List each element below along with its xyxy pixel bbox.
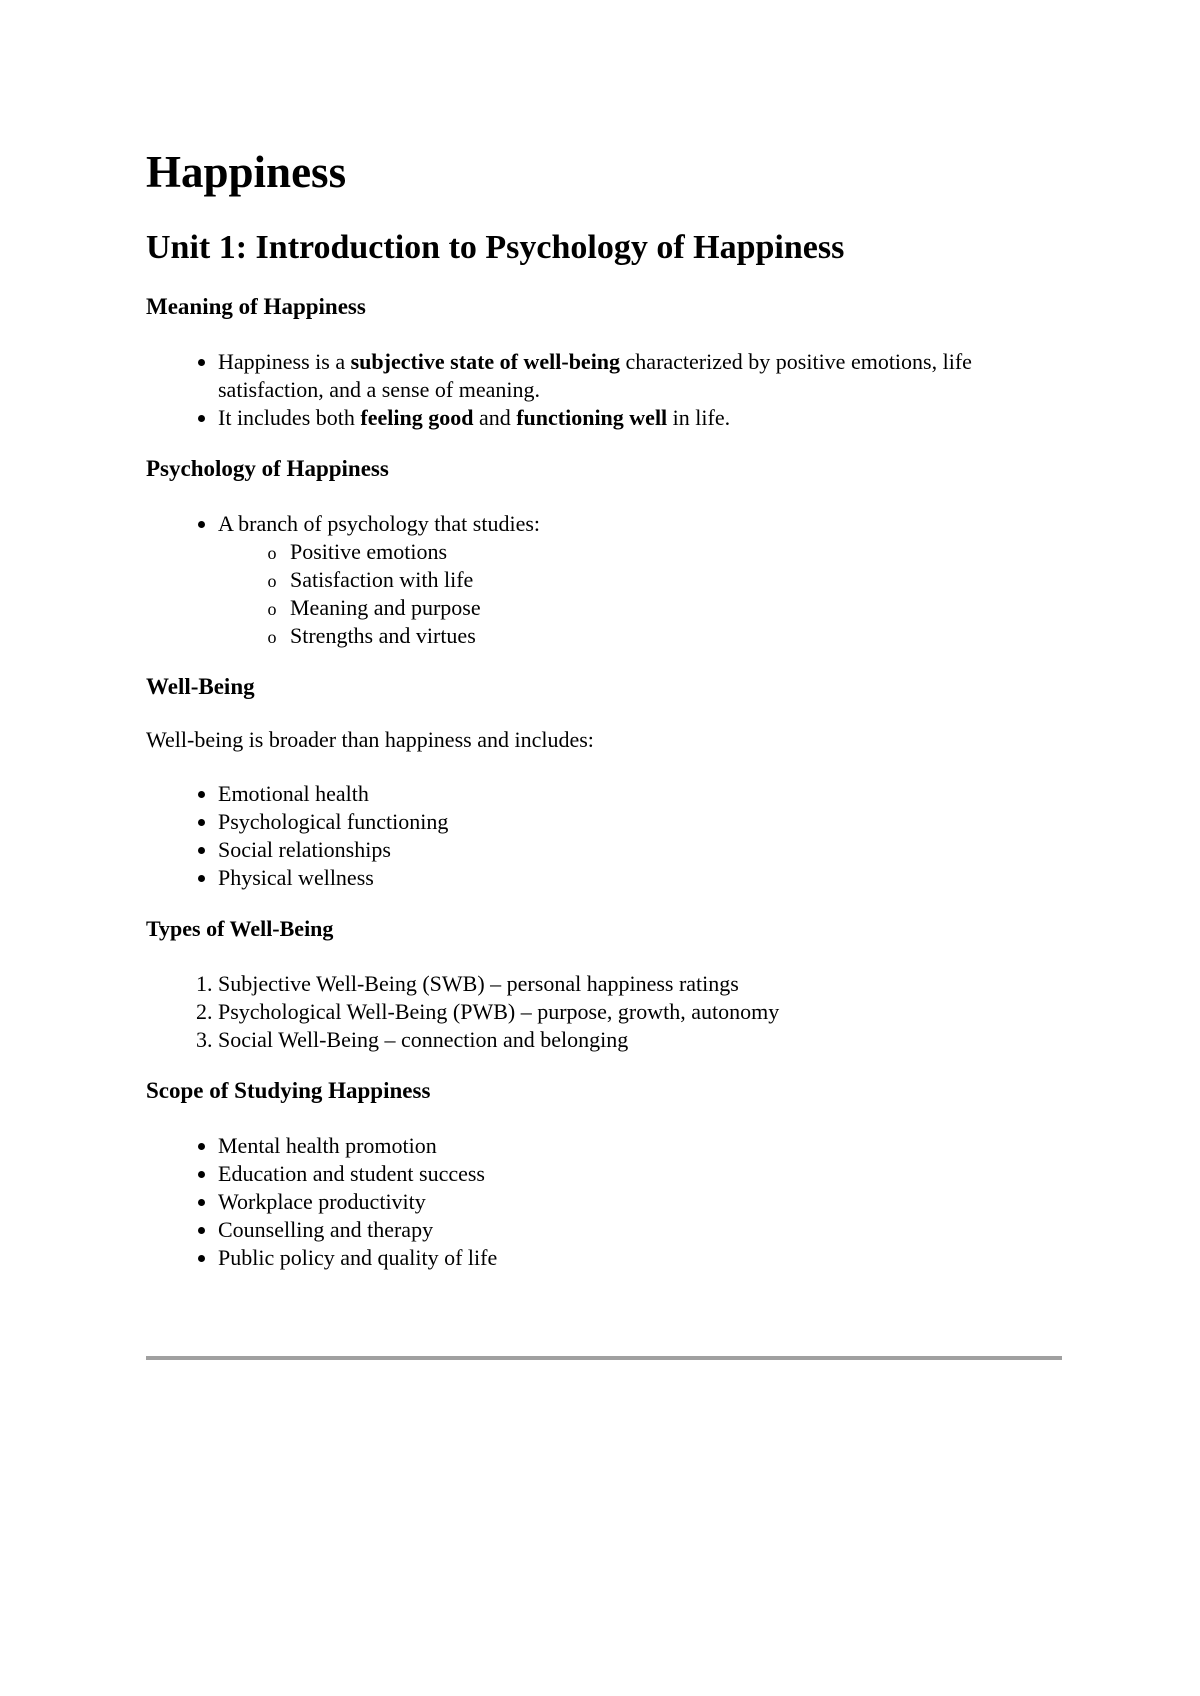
wellbeing-list: [146, 780, 1062, 892]
list-item: • Mental health promotion: [218, 1132, 1062, 1160]
section-heading-scope: Scope of Studying Happiness: [146, 1078, 431, 1103]
list-item: 3. Social Well-Being – connection and belonging: [218, 1026, 1062, 1054]
list-item: • Workplace productivity: [218, 1188, 1062, 1216]
sublist-item: o Meaning and purpose: [290, 594, 1062, 622]
sublist-item: o Strengths and virtues: [290, 622, 1062, 650]
list-item: • Happiness is a subjective state of well-being characterized by positive emotions, life satisfaction, and a sense of meaning.: [218, 348, 1062, 404]
scope-list: [146, 1132, 1062, 1272]
list-item: 2. Psychological Well-Being (PWB) – purpose, growth, autonomy: [218, 998, 1062, 1026]
list-item: • Emotional health: [218, 780, 1062, 808]
wellbeing-intro: Well-being is broader than happiness and includes:: [146, 727, 594, 752]
psychology-sublist: [218, 538, 1062, 650]
psychology-list: [146, 510, 1062, 650]
list-item: • Public policy and quality of life: [218, 1244, 1062, 1272]
emphasis: feeling good: [360, 405, 474, 430]
list-item: • It includes both feeling good and functioning well in life.: [218, 404, 1062, 432]
list-item: • Psychological functioning: [218, 808, 1062, 836]
section-heading-psychology: Psychology of Happiness: [146, 456, 389, 481]
list-item: • Physical wellness: [218, 864, 1062, 892]
sublist-item: o Positive emotions: [290, 538, 1062, 566]
list-item: • Social relationships: [218, 836, 1062, 864]
page-title: Happiness: [146, 147, 347, 197]
types-list: [146, 970, 1062, 1054]
section-heading-types: Types of Well-Being: [146, 916, 334, 941]
list-item: • Education and student success: [218, 1160, 1062, 1188]
sublist-item: o Satisfaction with life: [290, 566, 1062, 594]
emphasis: functioning well: [516, 405, 668, 430]
meaning-list: [146, 348, 1062, 432]
unit-heading: Unit 1: Introduction to Psychology of Happiness: [146, 229, 845, 266]
document-page: [146, 140, 1062, 1272]
section-heading-meaning: Meaning of Happiness: [146, 294, 366, 319]
list-item: 1. Subjective Well-Being (SWB) – personal happiness ratings: [218, 970, 1062, 998]
horizontal-rule: [146, 1356, 1062, 1360]
list-item: • A branch of psychology that studies: o Positive emotions o Satisfaction with life o Meaning and purpose o Strengths and virtues: [218, 510, 1062, 650]
section-heading-wellbeing: Well-Being: [146, 674, 255, 699]
emphasis: subjective state of well-being: [350, 349, 621, 374]
list-item: • Counselling and therapy: [218, 1216, 1062, 1244]
